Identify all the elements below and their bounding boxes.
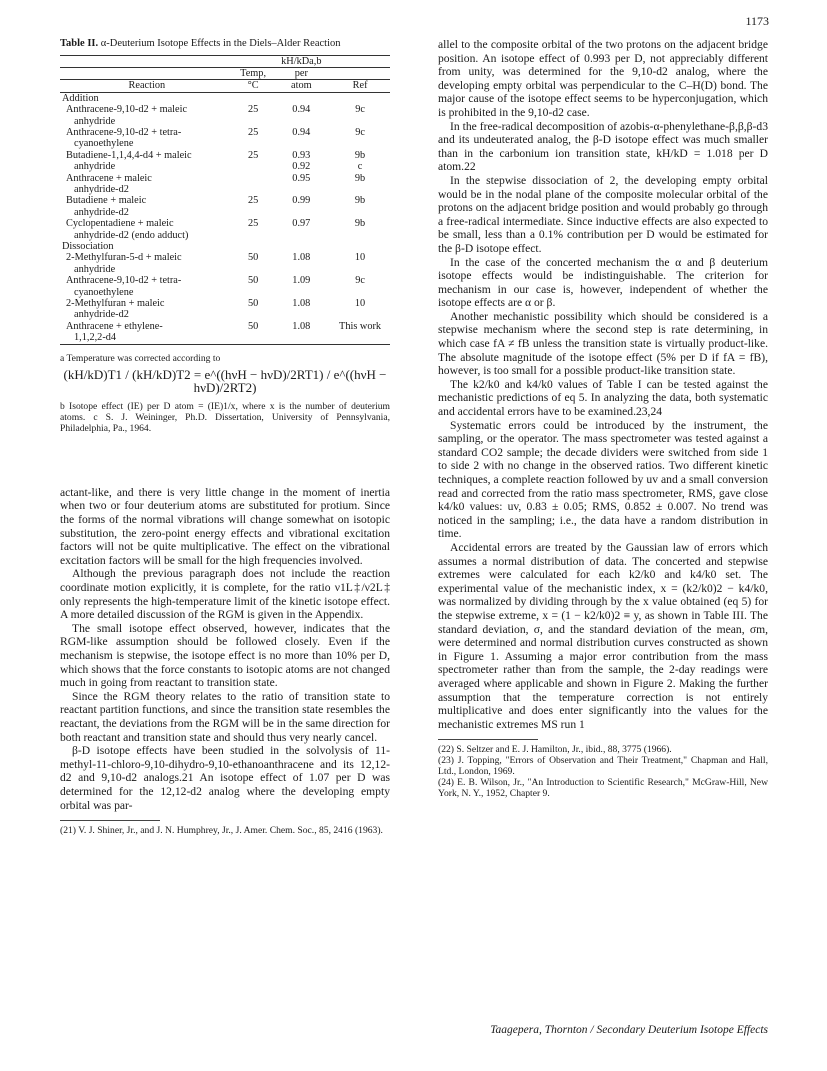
col-header-temp-unit: °C bbox=[234, 80, 273, 92]
table-footnote-b: b Isotope effect (IE) per D atom = (IE)1/x, where x is the number of deuterium atoms. c S. J. Weininger, Ph.D. Dissertation, University of Pennsylvania, Philadelphia, Pa., 1964. bbox=[60, 400, 390, 434]
body-paragraph: In the free-radical decomposition of azobis-α-phenylethane-β,β,β-d3 and its undeuterated analog, the β-D isotope effect was much smaller than in the carbonium ion transition state, kH/kD = 1.018 per D atom.22 bbox=[438, 119, 768, 174]
table-row bbox=[60, 207, 390, 218]
table-cell-ref: 9b bbox=[354, 218, 366, 230]
table-title bbox=[60, 38, 390, 51]
table-cell-ref bbox=[330, 116, 390, 127]
table-cell-ref: 9b bbox=[354, 149, 366, 161]
table-cell-reaction: Dissociation bbox=[62, 241, 114, 252]
table-cell-ref: 9c bbox=[355, 275, 365, 287]
table-cell-reaction: anhydride-d2 bbox=[74, 309, 129, 321]
right-body-text bbox=[438, 38, 768, 731]
table-cell-kk: 0.97 bbox=[292, 218, 311, 230]
table-cell-reaction: anhydride bbox=[74, 263, 116, 275]
table-row bbox=[60, 230, 390, 241]
body-paragraph: Since the RGM theory relates to the ratio of transition state to reactant partition functions, and since the transition state resembles the reactant, the deviations from the RGM will be in the same direction for both reactant and transition state and should thus very nearly cancel. bbox=[60, 689, 391, 744]
table-cell-reaction: 2-Methylfuran + maleic bbox=[66, 298, 165, 310]
table-cell-kk: 1.09 bbox=[292, 275, 311, 287]
body-paragraph: Systematic errors could be introduced by the instrument, the sampling, or the operator. The mass spectrometer was tested against a standard CO2 sample; the decade dividers were switched from side 1 to side 2 with no change in the observed ratios. Two different kinetic techniques, a complete reaction followed by uv and a small conversion read and corrected from the ratio mass spectrometer, RMS, gave close k4/k0 values: uv, 0.83 ± 0.05; RMS, 0.852 ± 0.007. No trend was noticed in the sampling; i.e., the data have a random distribution in time. bbox=[438, 418, 768, 541]
table-cell-temp: 50 bbox=[247, 252, 259, 264]
col-header-kk-atom: atom bbox=[273, 80, 331, 92]
table-cell-kk: 0.94 bbox=[292, 126, 311, 138]
reference-item: (21) V. J. Shiner, Jr., and J. N. Humphrey, Jr., J. Amer. Chem. Soc., 85, 2416 (1963). bbox=[60, 825, 383, 837]
left-body-text bbox=[60, 486, 390, 812]
table-title-label: Table II. bbox=[60, 38, 99, 49]
table-cell-ref: 9c bbox=[355, 104, 365, 116]
table-cell-temp bbox=[234, 230, 273, 241]
table-cell-temp: 25 bbox=[247, 149, 259, 161]
table-cell-reaction: Butadiene + maleic bbox=[66, 195, 147, 207]
table-row bbox=[60, 332, 390, 344]
table-cell-temp: 25 bbox=[247, 218, 259, 230]
temperature-formula: (kH/kD)T1 / (kH/kD)T2 = e^((hνH − hνD)/2RT1) / e^((hνH − hνD)/2RT2) bbox=[63, 366, 387, 396]
table-cell-kk: 0.99 bbox=[292, 195, 311, 207]
body-paragraph: The k2/k0 and k4/k0 values of Table I can be tested against the mechanistic predictions of eq 5. In analyzing the data, both systematic and accidental errors have to be examined.23,24 bbox=[438, 377, 768, 419]
table-cell-ref bbox=[330, 309, 390, 320]
table-cell-ref: 9b bbox=[354, 195, 366, 207]
table-body bbox=[60, 92, 390, 344]
page-number: 1173 bbox=[745, 14, 769, 28]
table-row bbox=[60, 92, 390, 104]
table-cell-temp: 25 bbox=[247, 104, 259, 116]
footnote-rule bbox=[60, 820, 160, 821]
table-cell-ref: 9c bbox=[355, 126, 365, 138]
table-cell-kk: 1.08 bbox=[292, 252, 311, 264]
table-cell-reaction: Anthracene + ethylene- bbox=[66, 320, 163, 332]
table-cell-kk: 0.93 bbox=[292, 149, 311, 161]
table-row bbox=[60, 309, 390, 320]
body-paragraph: actant-like, and there is very little change in the moment of inertia when two or four deuterium atoms are substituted for protium. Since the forms of the normal vibrations will change somewhat on isotopic substitution, the zero-point energy effects and vibrational excitation factors will not be quite multiplicative. The effect on the vibrational excitation factors will be small for the high frequencies involved. bbox=[60, 485, 390, 567]
table-cell-reaction: 1,1,2,2-d4 bbox=[60, 332, 234, 344]
table-cell-kk bbox=[273, 287, 331, 298]
table-cell-kk: 1.08 bbox=[292, 298, 311, 310]
table-cell-temp: 25 bbox=[247, 195, 259, 207]
table-cell-reaction: 2-Methylfuran-5-d + maleic bbox=[66, 252, 182, 264]
table-cell-temp: 50 bbox=[247, 298, 259, 310]
table-cell-temp bbox=[234, 184, 273, 195]
table-row bbox=[60, 252, 390, 263]
table-cell-temp bbox=[234, 287, 273, 298]
table-cell-reaction: anhydride bbox=[74, 161, 116, 173]
right-column bbox=[438, 38, 768, 799]
table-cell-kk bbox=[273, 332, 331, 344]
table-cell-reaction: anhydride-d2 bbox=[74, 206, 129, 218]
table-cell-reaction: Cyclopentadiene + maleic bbox=[66, 218, 174, 230]
table-cell-temp bbox=[234, 161, 273, 172]
body-paragraph: allel to the composite orbital of the two protons on the adjacent bridge position. An isotope effect of 0.993 per D, not appreciably different from unity, was determined for the 9,10-d2 analog, where the developing empty orbital was perpendicular to the C–H(D) bond. The major cause of the isotope effect seems to be hyperconjugation, which is prohibited in the 9,10-d2 case. bbox=[438, 38, 768, 119]
body-paragraph: Accidental errors are treated by the Gaussian law of errors which assumes a normal distribution of data. The concerted and stepwise extremes were calculated for each k2/k0 and k4/k0 set. The experimental value of the mechanistic index, x = (k2/k0)2 − k4/k0, was normalized by dividing through by the x value obtained (eq 5) for the stepwise extreme, x = (1 − k2/k0)2 ≡ y, as shown in Table III. The standard deviation, σ, and the standard deviation of the mean, σm, were determined and normal distribution curves constructed as shown in Figure 1. Assuming a major error contribution from the mass spectrometer rather than from the sample, the 2-day readings were averaged where applicable and shown in Figure 2. Making the further assumption that the temperature correction is not entirely multiplicative and does enter significantly into the values for the mechanistic extremes MS run 1 bbox=[438, 540, 768, 731]
table-row bbox=[60, 127, 390, 138]
table-cell-temp: 25 bbox=[247, 126, 259, 138]
body-paragraph: Another mechanistic possibility which should be considered is a stepwise mechanism where the second step is rate determining, in which case fA ≠ fB unless the transition state is virtually product-like. The absolute magnitude of the isotope effect (5% per D if fA = fB), however, is too small for a possible product-like transition state. bbox=[438, 309, 768, 378]
table-cell-temp bbox=[234, 173, 273, 184]
table-cell-kk bbox=[273, 264, 331, 275]
table-cell-ref bbox=[330, 264, 390, 275]
table-row bbox=[60, 264, 390, 275]
running-footer: Taagepera, Thornton / Secondary Deuterium Isotope Effects bbox=[490, 1024, 768, 1036]
table-cell-ref: 10 bbox=[354, 252, 366, 264]
table-cell-temp: 50 bbox=[247, 275, 259, 287]
table-row bbox=[60, 287, 390, 298]
table-row bbox=[60, 116, 390, 127]
table-row bbox=[60, 161, 390, 172]
table-row bbox=[60, 275, 390, 286]
footnote-rule bbox=[438, 739, 538, 740]
body-paragraph: The small isotope effect observed, however, indicates that the RGM-like assumption should be followed closely. Even if the mechanism is stepwise, the isotope effect is no more than 10% per D, which shows that the force constants to isotopic atoms are not changed much in going from reactant to transition state. bbox=[60, 621, 390, 690]
table-cell-ref: c bbox=[357, 161, 363, 173]
table-row bbox=[60, 218, 390, 229]
table-cell-reaction: Addition bbox=[62, 92, 99, 104]
table-cell-reaction: Anthracene-9,10-d2 + tetra- bbox=[66, 275, 182, 287]
table-cell-ref bbox=[330, 92, 390, 104]
table-cell-temp bbox=[234, 332, 273, 344]
table-row bbox=[60, 195, 390, 206]
table-cell-kk: 0.95 bbox=[292, 172, 311, 184]
col-header-reaction: Reaction bbox=[60, 80, 234, 92]
table-cell-reaction: cyanoethylene bbox=[74, 138, 134, 150]
table-cell-reaction: anhydride-d2 (endo adduct) bbox=[74, 229, 189, 241]
table-row bbox=[60, 321, 390, 332]
table-cell-kk: 1.08 bbox=[292, 320, 311, 332]
table-cell-kk bbox=[273, 184, 331, 195]
table-cell-ref: This work bbox=[339, 320, 382, 332]
table-cell-kk bbox=[273, 241, 331, 252]
table-cell-temp bbox=[234, 207, 273, 218]
table-row bbox=[60, 173, 390, 184]
table-cell-reaction: Anthracene-9,10-d2 + tetra- bbox=[66, 126, 182, 138]
left-references bbox=[60, 825, 390, 836]
table-cell-ref bbox=[330, 241, 390, 252]
table-cell-reaction: cyanoethylene bbox=[74, 286, 134, 298]
table-cell-temp bbox=[234, 309, 273, 320]
table-cell-reaction: Anthracene-9,10-d2 + maleic bbox=[66, 104, 188, 116]
table-cell-reaction: anhydride-d2 bbox=[74, 183, 129, 195]
reference-item: (23) J. Topping, "Errors of Observation and Their Treatment," Chapman and Hall, Ltd., London, 1969. bbox=[438, 755, 768, 778]
reference-item: (22) S. Seltzer and E. J. Hamilton, Jr., ibid., 88, 3775 (1966). bbox=[438, 744, 672, 756]
reference-item: (24) E. B. Wilson, Jr., "An Introduction to Scientific Research," McGraw-Hill, New York, N. Y., 1952, Chapter 9. bbox=[438, 777, 768, 800]
table-cell-kk bbox=[273, 138, 331, 149]
table-cell-ref bbox=[330, 138, 390, 149]
table-cell-kk: 0.92 bbox=[292, 161, 311, 173]
table-cell-ref: 9b bbox=[354, 172, 366, 184]
table-cell-temp bbox=[234, 138, 273, 149]
table-cell-ref bbox=[330, 287, 390, 298]
table-cell-ref bbox=[330, 207, 390, 218]
table-cell-reaction: Anthracene + maleic bbox=[66, 172, 152, 184]
table-cell-ref bbox=[330, 184, 390, 195]
table-cell-kk: 0.94 bbox=[292, 104, 311, 116]
col-header-kk: kH/kDa,b bbox=[273, 55, 331, 67]
table-row bbox=[60, 298, 390, 309]
isotope-table bbox=[60, 55, 390, 345]
col-header-ref: Ref bbox=[330, 80, 390, 92]
table-row bbox=[60, 104, 390, 115]
table-row bbox=[60, 184, 390, 195]
table-cell-kk bbox=[273, 230, 331, 241]
table-cell-temp bbox=[234, 241, 273, 252]
left-column bbox=[60, 38, 390, 836]
table-cell-ref bbox=[330, 332, 390, 344]
table-title-text: α-Deuterium Isotope Effects in the Diels–Alder Reaction bbox=[100, 38, 341, 49]
body-paragraph: Although the previous paragraph does not include the reaction coordinate motion explicitly, it is complete, for the ratio ν1L‡/ν2L‡ only represents the high-temperature limit of the kinetic isotope effect. A more detailed discussion of the RGM is given in the Appendix. bbox=[60, 567, 390, 622]
table-cell-temp bbox=[234, 92, 273, 104]
table-row bbox=[60, 138, 390, 149]
table-cell-temp: 50 bbox=[247, 320, 259, 332]
table-cell-kk bbox=[273, 92, 331, 104]
table-cell-reaction: anhydride bbox=[74, 115, 116, 127]
table-footnote-a: a Temperature was corrected according to bbox=[60, 352, 221, 364]
col-header-temp: Temp, bbox=[234, 67, 273, 79]
body-paragraph: β-D isotope effects have been studied in the solvolysis of 11-methyl-11-chloro-9,10-dihydro-9,10-ethanoanthracene and its 12,12-d2 and 9,10-d2 analogs.21 An isotope effect of 1.07 per D was determined for the 12,12-d2 analog where the developing empty orbital was par- bbox=[60, 744, 390, 812]
table-cell-kk bbox=[273, 309, 331, 320]
col-header-kk-per: per bbox=[273, 67, 331, 79]
table-cell-temp bbox=[234, 116, 273, 127]
table-cell-kk bbox=[273, 116, 331, 127]
table-row bbox=[60, 241, 390, 252]
right-references bbox=[438, 744, 768, 799]
table-cell-temp bbox=[234, 264, 273, 275]
table-cell-kk bbox=[273, 207, 331, 218]
table-row bbox=[60, 150, 390, 161]
body-paragraph: In the stepwise dissociation of 2, the developing empty orbital would be in the nodal plane of the composite molecular orbital of the protons on the adjacent bridge position and would probably go through a free-radical intermediate. Since inductive effects are also expected to be small, less than a 0.1% contribution per D would be estimated for the β-D isotope effect. bbox=[438, 173, 768, 255]
table-cell-ref bbox=[330, 230, 390, 241]
table-cell-ref: 10 bbox=[354, 298, 366, 310]
body-paragraph: In the case of the concerted mechanism the α and β deuterium isotope effects would be indistinguishable. The criterion for mechanism in our case is, however, independent of whether the isotope effects are α or β. bbox=[438, 255, 768, 310]
table-cell-reaction: Butadiene-1,1,4,4-d4 + maleic bbox=[66, 149, 192, 161]
